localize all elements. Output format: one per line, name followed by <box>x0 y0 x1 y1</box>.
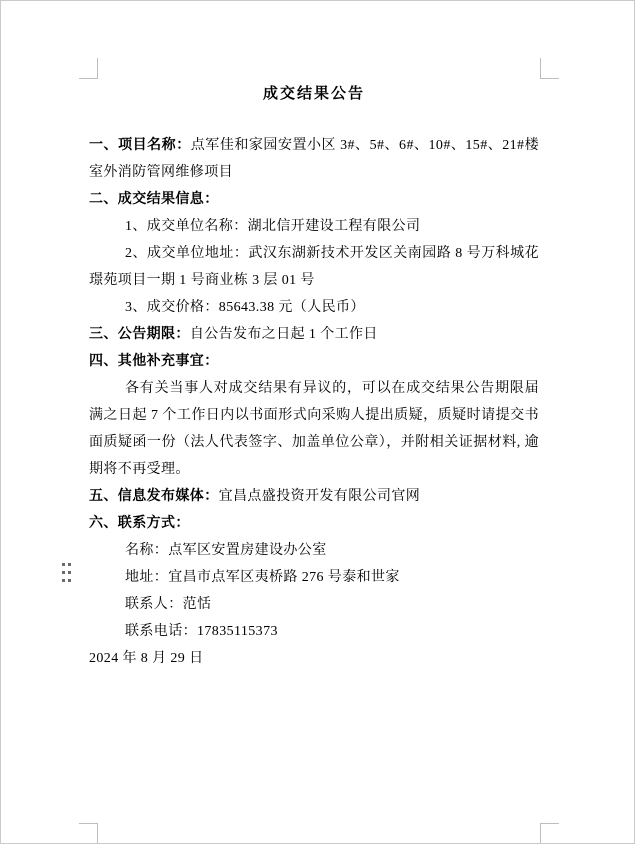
section-value: 宜昌点盛投资开发有限公司官网 <box>218 489 421 504</box>
item-text: 3、成交价格：85643.38 元（人民币） <box>125 300 365 315</box>
item-text: 各有关当事人对成交结果有异议的，可以在成交结果公告期限届满之日起 7 个工作日内以书面形式向采购人提出质疑，质疑时请提交书面质疑函一份（法人代表签字、加盖单位公章），并附相关证据材料, 逾期将不再受理。 <box>89 381 539 477</box>
section-label: 四、其他补充事宜： <box>89 354 219 369</box>
section-label: 六、联系方式： <box>89 516 190 531</box>
item-text: 1、成交单位名称：湖北信开建设工程有限公司 <box>125 219 421 234</box>
para-contact-address <box>89 564 539 591</box>
section-value: 自公告发布之日起 1 个工作日 <box>189 327 378 342</box>
document-date: 2024 年 8 月 29 日 <box>89 651 204 666</box>
para-project-name <box>89 132 539 186</box>
para-result-info-heading <box>89 186 539 213</box>
section-label: 二、成交结果信息： <box>89 192 219 207</box>
item-text: 联系人：范恬 <box>125 597 212 612</box>
para-contact-person <box>89 591 539 618</box>
item-text: 地址：宜昌市点军区夷桥路 276 号泰和世家 <box>125 570 400 585</box>
section-label: 一、项目名称： <box>89 138 191 153</box>
para-objection-notice <box>89 375 539 483</box>
para-contact-phone <box>89 618 539 645</box>
para-winner-address <box>89 240 539 294</box>
item-text: 2、成交单位地址：武汉东湖新技术开发区关南园路 8 号万科城花璟苑项目一期 1 号商业栋 3 层 01 号 <box>89 246 539 288</box>
item-text: 联系电话：17835115373 <box>125 624 278 639</box>
document-title: 成交结果公告 <box>262 86 365 102</box>
para-announcement-period <box>89 321 539 348</box>
section-label: 五、信息发布媒体： <box>89 489 219 504</box>
para-price <box>89 294 539 321</box>
document-content <box>1 1 634 843</box>
para-publish-media <box>89 483 539 510</box>
section-value: 点军佳和家园安置小区 3#、5#、6#、10#、15#、21#楼室外消防管网维修项目 <box>89 138 539 180</box>
para-winner-name <box>89 213 539 240</box>
item-text: 名称：点军区安置房建设办公室 <box>125 543 327 558</box>
section-label: 三、公告期限： <box>89 327 190 342</box>
para-contact-name <box>89 537 539 564</box>
para-other-matters-heading <box>89 348 539 375</box>
para-contact-heading <box>89 510 539 537</box>
